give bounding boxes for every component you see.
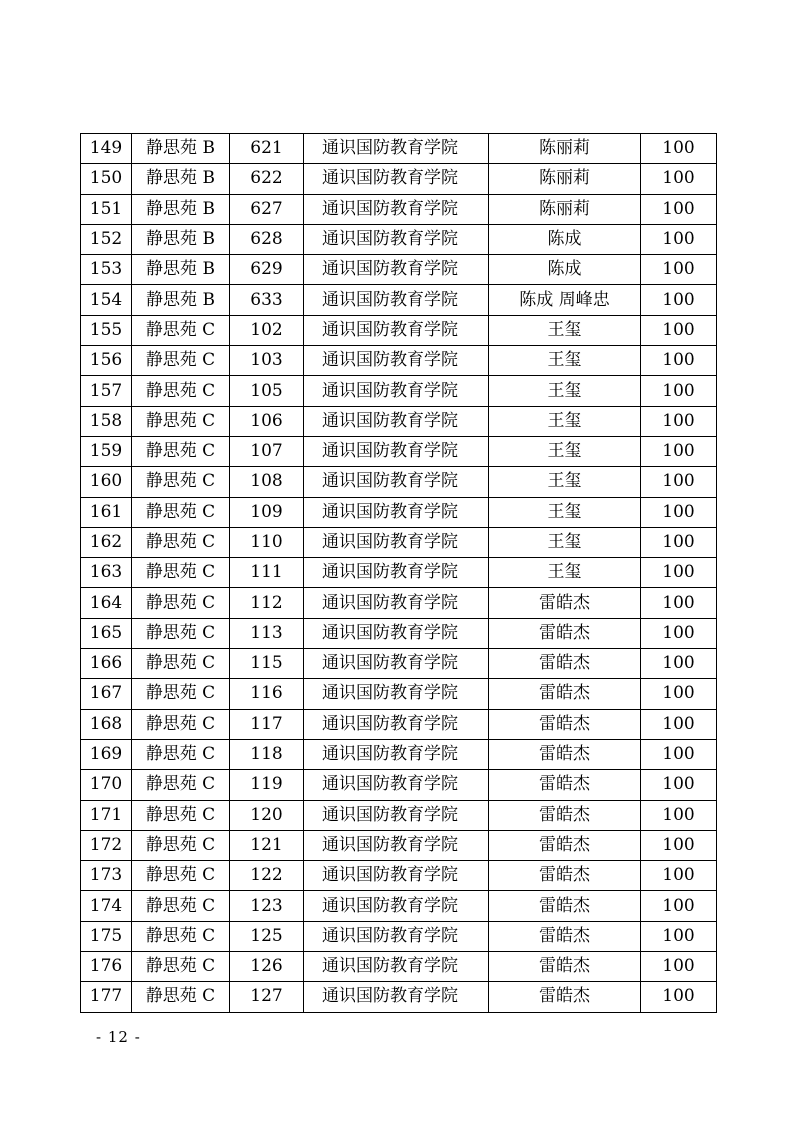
cell-building: 静思苑 C: [132, 618, 230, 648]
table-row: [81, 406, 717, 436]
cell-college: 通识国防教育学院: [304, 649, 489, 679]
cell-score: 100: [641, 467, 717, 497]
cell-room: 119: [230, 770, 304, 800]
cell-person: 雷皓杰: [489, 952, 641, 982]
table-row: [81, 649, 717, 679]
cell-score: 100: [641, 891, 717, 921]
cell-building: 静思苑 B: [132, 224, 230, 254]
cell-index: 160: [81, 467, 132, 497]
cell-index: 170: [81, 770, 132, 800]
cell-index: 165: [81, 618, 132, 648]
cell-building: 静思苑 C: [132, 830, 230, 860]
cell-index: 177: [81, 982, 132, 1012]
table-row: [81, 982, 717, 1012]
cell-room: 633: [230, 285, 304, 315]
table-row: [81, 588, 717, 618]
cell-college: 通识国防教育学院: [304, 709, 489, 739]
cell-person: 王玺: [489, 497, 641, 527]
cell-score: 100: [641, 770, 717, 800]
table-body: [81, 134, 717, 1013]
cell-person: 王玺: [489, 315, 641, 345]
cell-college: 通识国防教育学院: [304, 921, 489, 951]
cell-index: 157: [81, 376, 132, 406]
cell-person: 陈丽莉: [489, 134, 641, 164]
cell-person: 王玺: [489, 467, 641, 497]
cell-college: 通识国防教育学院: [304, 436, 489, 466]
cell-index: 168: [81, 709, 132, 739]
cell-person: 雷皓杰: [489, 861, 641, 891]
cell-building: 静思苑 C: [132, 527, 230, 557]
cell-building: 静思苑 C: [132, 982, 230, 1012]
table-row: [81, 255, 717, 285]
cell-score: 100: [641, 679, 717, 709]
cell-building: 静思苑 B: [132, 164, 230, 194]
table-row: [81, 527, 717, 557]
cell-index: 154: [81, 285, 132, 315]
cell-score: 100: [641, 921, 717, 951]
cell-college: 通识国防教育学院: [304, 224, 489, 254]
cell-room: 106: [230, 406, 304, 436]
table-row: [81, 830, 717, 860]
table-row: [81, 891, 717, 921]
page-number: - 12 -: [96, 1028, 141, 1046]
cell-college: 通识国防教育学院: [304, 285, 489, 315]
cell-room: 127: [230, 982, 304, 1012]
cell-person: 王玺: [489, 527, 641, 557]
cell-index: 152: [81, 224, 132, 254]
cell-person: 陈成 周峰忠: [489, 285, 641, 315]
cell-room: 121: [230, 830, 304, 860]
cell-room: 118: [230, 739, 304, 769]
cell-score: 100: [641, 739, 717, 769]
cell-score: 100: [641, 406, 717, 436]
cell-college: 通识国防教育学院: [304, 770, 489, 800]
cell-index: 176: [81, 952, 132, 982]
table-row: [81, 164, 717, 194]
cell-person: 雷皓杰: [489, 618, 641, 648]
cell-index: 171: [81, 800, 132, 830]
cell-person: 陈丽莉: [489, 164, 641, 194]
cell-room: 621: [230, 134, 304, 164]
cell-person: 王玺: [489, 346, 641, 376]
cell-room: 108: [230, 467, 304, 497]
cell-person: 雷皓杰: [489, 649, 641, 679]
cell-person: 陈成: [489, 255, 641, 285]
cell-score: 100: [641, 952, 717, 982]
table-row: [81, 436, 717, 466]
cell-room: 113: [230, 618, 304, 648]
cell-college: 通识国防教育学院: [304, 558, 489, 588]
cell-person: 雷皓杰: [489, 679, 641, 709]
cell-college: 通识国防教育学院: [304, 618, 489, 648]
cell-index: 149: [81, 134, 132, 164]
cell-room: 111: [230, 558, 304, 588]
cell-college: 通识国防教育学院: [304, 376, 489, 406]
table-row: [81, 194, 717, 224]
cell-person: 雷皓杰: [489, 739, 641, 769]
cell-room: 125: [230, 921, 304, 951]
cell-index: 172: [81, 830, 132, 860]
cell-building: 静思苑 C: [132, 952, 230, 982]
cell-score: 100: [641, 800, 717, 830]
cell-building: 静思苑 C: [132, 588, 230, 618]
cell-room: 120: [230, 800, 304, 830]
cell-college: 通识国防教育学院: [304, 315, 489, 345]
table-row: [81, 346, 717, 376]
cell-college: 通识国防教育学院: [304, 800, 489, 830]
cell-college: 通识国防教育学院: [304, 497, 489, 527]
cell-college: 通识国防教育学院: [304, 891, 489, 921]
cell-person: 雷皓杰: [489, 709, 641, 739]
cell-person: 王玺: [489, 376, 641, 406]
cell-college: 通识国防教育学院: [304, 467, 489, 497]
table-row: [81, 709, 717, 739]
cell-index: 158: [81, 406, 132, 436]
table-row: [81, 800, 717, 830]
table-row: [81, 376, 717, 406]
cell-score: 100: [641, 376, 717, 406]
cell-room: 112: [230, 588, 304, 618]
cell-college: 通识国防教育学院: [304, 527, 489, 557]
cell-score: 100: [641, 982, 717, 1012]
cell-index: 162: [81, 527, 132, 557]
cell-college: 通识国防教育学院: [304, 164, 489, 194]
cell-person: 雷皓杰: [489, 921, 641, 951]
cell-score: 100: [641, 649, 717, 679]
cell-room: 116: [230, 679, 304, 709]
cell-person: 王玺: [489, 558, 641, 588]
cell-college: 通识国防教育学院: [304, 255, 489, 285]
table-row: [81, 770, 717, 800]
cell-room: 102: [230, 315, 304, 345]
cell-building: 静思苑 C: [132, 467, 230, 497]
cell-room: 122: [230, 861, 304, 891]
table-row: [81, 618, 717, 648]
cell-person: 雷皓杰: [489, 982, 641, 1012]
cell-college: 通识国防教育学院: [304, 134, 489, 164]
cell-college: 通识国防教育学院: [304, 194, 489, 224]
cell-person: 雷皓杰: [489, 588, 641, 618]
cell-building: 静思苑 C: [132, 436, 230, 466]
cell-score: 100: [641, 709, 717, 739]
table-row: [81, 467, 717, 497]
cell-building: 静思苑 C: [132, 800, 230, 830]
cell-index: 151: [81, 194, 132, 224]
table-row: [81, 952, 717, 982]
cell-score: 100: [641, 497, 717, 527]
cell-building: 静思苑 C: [132, 315, 230, 345]
cell-college: 通识国防教育学院: [304, 739, 489, 769]
cell-person: 陈丽莉: [489, 194, 641, 224]
table-row: [81, 497, 717, 527]
cell-room: 629: [230, 255, 304, 285]
cell-score: 100: [641, 588, 717, 618]
cell-person: 雷皓杰: [489, 800, 641, 830]
cell-index: 163: [81, 558, 132, 588]
cell-room: 105: [230, 376, 304, 406]
cell-score: 100: [641, 224, 717, 254]
cell-college: 通识国防教育学院: [304, 830, 489, 860]
table-row: [81, 921, 717, 951]
cell-building: 静思苑 C: [132, 346, 230, 376]
cell-score: 100: [641, 285, 717, 315]
cell-building: 静思苑 C: [132, 770, 230, 800]
cell-room: 103: [230, 346, 304, 376]
cell-building: 静思苑 C: [132, 739, 230, 769]
cell-person: 陈成: [489, 224, 641, 254]
cell-college: 通识国防教育学院: [304, 861, 489, 891]
cell-building: 静思苑 C: [132, 497, 230, 527]
cell-college: 通识国防教育学院: [304, 982, 489, 1012]
cell-index: 159: [81, 436, 132, 466]
table-row: [81, 285, 717, 315]
cell-index: 156: [81, 346, 132, 376]
cell-room: 126: [230, 952, 304, 982]
cell-index: 153: [81, 255, 132, 285]
cell-score: 100: [641, 315, 717, 345]
cell-index: 169: [81, 739, 132, 769]
cell-index: 175: [81, 921, 132, 951]
table-row: [81, 558, 717, 588]
cell-room: 107: [230, 436, 304, 466]
cell-index: 174: [81, 891, 132, 921]
cell-room: 110: [230, 527, 304, 557]
cell-college: 通识国防教育学院: [304, 588, 489, 618]
cell-building: 静思苑 B: [132, 194, 230, 224]
cell-score: 100: [641, 436, 717, 466]
cell-room: 628: [230, 224, 304, 254]
cell-score: 100: [641, 346, 717, 376]
cell-room: 627: [230, 194, 304, 224]
cell-score: 100: [641, 527, 717, 557]
cell-room: 117: [230, 709, 304, 739]
cell-building: 静思苑 C: [132, 891, 230, 921]
cell-person: 王玺: [489, 406, 641, 436]
cell-building: 静思苑 B: [132, 255, 230, 285]
cell-index: 173: [81, 861, 132, 891]
cell-score: 100: [641, 830, 717, 860]
cell-room: 123: [230, 891, 304, 921]
cell-person: 雷皓杰: [489, 830, 641, 860]
table-row: [81, 739, 717, 769]
cell-building: 静思苑 B: [132, 285, 230, 315]
cell-building: 静思苑 C: [132, 649, 230, 679]
table-row: [81, 224, 717, 254]
cell-room: 622: [230, 164, 304, 194]
cell-college: 通识国防教育学院: [304, 346, 489, 376]
cell-college: 通识国防教育学院: [304, 952, 489, 982]
table-row: [81, 315, 717, 345]
cell-person: 雷皓杰: [489, 891, 641, 921]
cell-index: 166: [81, 649, 132, 679]
cell-college: 通识国防教育学院: [304, 679, 489, 709]
cell-college: 通识国防教育学院: [304, 406, 489, 436]
cell-index: 150: [81, 164, 132, 194]
cell-score: 100: [641, 164, 717, 194]
cell-index: 161: [81, 497, 132, 527]
cell-building: 静思苑 C: [132, 558, 230, 588]
table-row: [81, 679, 717, 709]
cell-building: 静思苑 B: [132, 134, 230, 164]
cell-score: 100: [641, 618, 717, 648]
table-row: [81, 861, 717, 891]
cell-score: 100: [641, 861, 717, 891]
cell-room: 109: [230, 497, 304, 527]
cell-index: 155: [81, 315, 132, 345]
cell-index: 164: [81, 588, 132, 618]
cell-index: 167: [81, 679, 132, 709]
cell-score: 100: [641, 255, 717, 285]
dormitory-score-table: [80, 133, 717, 1013]
cell-building: 静思苑 C: [132, 679, 230, 709]
cell-building: 静思苑 C: [132, 406, 230, 436]
cell-building: 静思苑 C: [132, 861, 230, 891]
cell-building: 静思苑 C: [132, 921, 230, 951]
cell-person: 王玺: [489, 436, 641, 466]
cell-score: 100: [641, 134, 717, 164]
cell-room: 115: [230, 649, 304, 679]
table-row: [81, 134, 717, 164]
cell-score: 100: [641, 194, 717, 224]
cell-person: 雷皓杰: [489, 770, 641, 800]
cell-building: 静思苑 C: [132, 376, 230, 406]
cell-building: 静思苑 C: [132, 709, 230, 739]
cell-score: 100: [641, 558, 717, 588]
